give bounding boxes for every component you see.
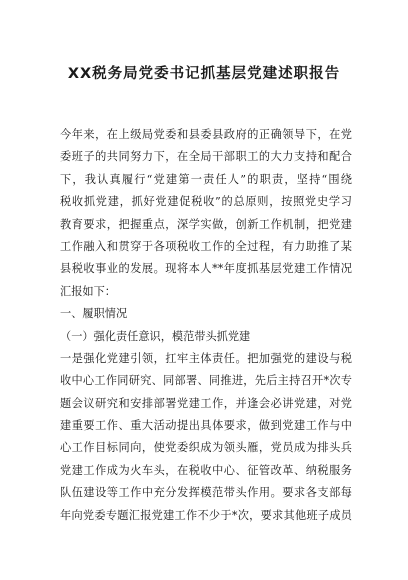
paragraph-line: 教育要求，把握重点，深学实做，创新工作机制，把党建 [60, 217, 352, 231]
paragraph-line: 心工作目标同向，使党委织成为领头雁，党员成为排头兵 [60, 441, 352, 455]
paragraph-line: 收中心工作同研究、同部署、同推进，先后主持召开*次专 [60, 374, 352, 388]
paragraph-line: 汇报如下： [60, 284, 116, 298]
paragraph-line: 税收抓党建，抓好党建促税收”的总原则，按照党史学习 [60, 195, 352, 209]
paragraph-line: 题会议研究和安排部署党建工作，并逢会必讲党建，对党 [60, 396, 352, 410]
paragraph-line: 建重要工作、重大活动提出具体要求，做到党建工作与中 [60, 419, 352, 433]
document-body [60, 124, 352, 527]
paragraph-line: 党建工作成为火车头，在税收中心、征管改革、纳税服务 [60, 463, 352, 477]
document-title: XX税务局党委书记抓基层党建述职报告 [67, 66, 341, 82]
paragraph-line: 今年来，在上级局党委和县委县政府的正确领导下，在党 [60, 128, 352, 141]
paragraph-line: 下，我认真履行“党建第一责任人”的职责，坚持“围绕 [60, 172, 352, 186]
paragraph-line: 一是强化党建引领，扛牢主体责任。把加强党的建设与税 [60, 351, 352, 365]
paragraph-line: 委班子的共同努力下，在全局干部职工的大力支持和配合 [60, 150, 352, 164]
subsection-heading: （一）强化责任意识，模范带头抓党建 [60, 329, 251, 343]
section-heading: 一、履职情况 [60, 307, 128, 321]
paragraph-line: 年向党委专题汇报党建工作不少于*次，要求其他班子成员 [60, 508, 352, 522]
paragraph-line: 队伍建设等工作中充分发挥模范带头作用。要求各支部每 [60, 486, 352, 500]
paragraph-line: 工作融入和贯穿于各项税收工作的全过程，有力助推了某 [60, 239, 352, 253]
paragraph-line: 县税收事业的发展。现将本人**年度抓基层党建工作情况 [60, 262, 352, 276]
